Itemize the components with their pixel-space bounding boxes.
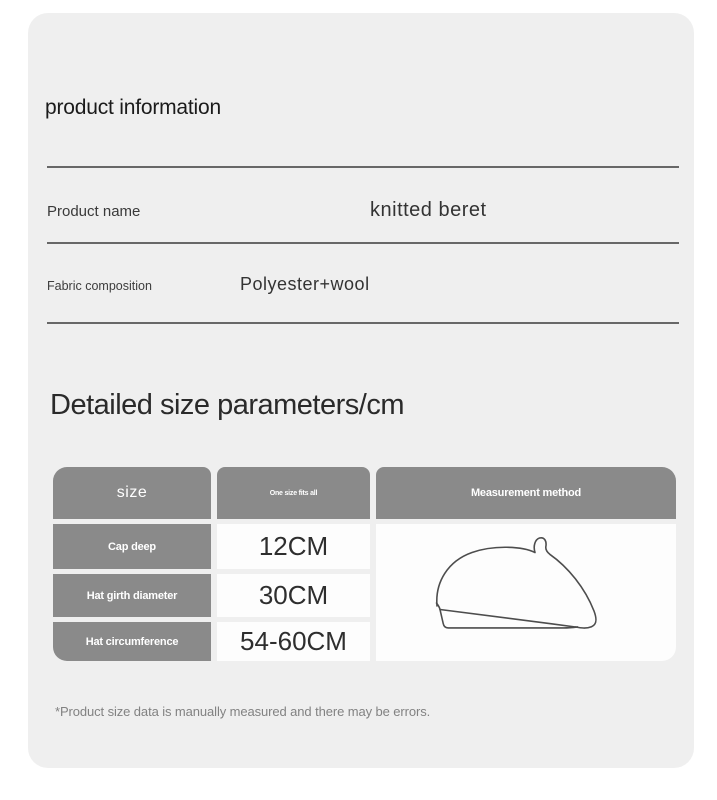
size-table-header-one-size: One size fits all — [217, 467, 370, 519]
table-row-label-hat-circumference: Hat circumference — [53, 622, 211, 661]
fabric-composition-label: Fabric composition — [47, 279, 152, 293]
measurement-method-cell — [376, 524, 676, 661]
product-info-title: product information — [45, 96, 221, 119]
table-row-value-cap-deep: 12CM — [217, 524, 370, 569]
divider — [47, 166, 679, 168]
divider — [47, 322, 679, 324]
beret-illustration-icon — [376, 524, 676, 661]
divider — [47, 242, 679, 244]
size-table — [53, 467, 676, 661]
product-name-label: Product name — [47, 203, 141, 220]
product-name-value: knitted beret — [370, 199, 487, 221]
size-data-disclaimer: *Product size data is manually measured and there may be errors. — [55, 704, 431, 719]
table-row-value-hat-girth-diameter: 30CM — [217, 574, 370, 617]
beret-dome-outline — [437, 538, 596, 628]
fabric-composition-value: Polyester+wool — [240, 274, 370, 294]
table-row-value-hat-circumference: 54-60CM — [217, 622, 370, 661]
size-table-header-measurement-method: Measurement method — [376, 467, 676, 519]
product-info-card — [28, 13, 694, 768]
beret-band-top-edge — [440, 610, 576, 628]
size-parameters-title: Detailed size parameters/cm — [50, 389, 404, 421]
table-row-label-hat-girth-diameter: Hat girth diameter — [53, 574, 211, 617]
table-row-label-cap-deep: Cap deep — [53, 524, 211, 569]
size-table-header-size: size — [53, 467, 211, 519]
